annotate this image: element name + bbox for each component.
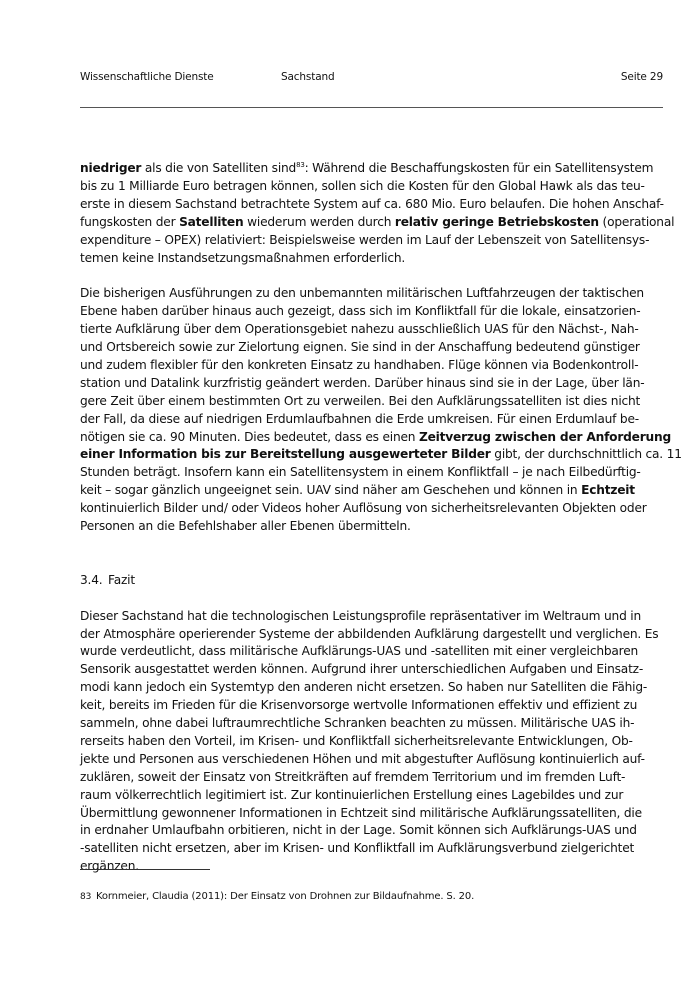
bold-phrase: Zeitverzug zwischen der Anforderung — [418, 429, 672, 444]
text-run: als die von Satelliten sind — [141, 161, 297, 175]
footnote-text: Kornmeier, Claudia (2011): Der Einsatz von Drohnen zur Bildaufnahme. S. 20. — [96, 891, 475, 902]
text-run: gibt, der durchschnittlich ca. 11 — [490, 447, 682, 462]
text-line — [80, 214, 675, 232]
text-line: gere Zeit über einem bestimmten Ort zu verweilen. Bei den Aufklärungssatelliten ist dies nicht — [80, 393, 641, 408]
text-line: Übermittlung gewonnener Informationen in Echtzeit sind militärische Aufklärungssatelliten, die — [80, 805, 642, 820]
text-line: expenditure – OPEX) relativiert: Beispielsweise werden im Lauf der Lebenszeit von Satellitensys- — [80, 232, 650, 247]
text-run: wiederum werden durch — [243, 214, 395, 229]
text-line: temen keine Instandsetzungsmaßnahmen erforderlich. — [80, 250, 406, 265]
text-line — [80, 160, 663, 178]
text-line: kontinuierlich Bilder und/ oder Videos hoher Auflösung von sicherheitsrelevanten Objekten oder — [80, 501, 647, 516]
text-line: erste in diesem Sachstand betrachtete System auf ca. 680 Mio. Euro belaufen. Die hohen Anschaf- — [80, 196, 664, 211]
text-line — [80, 482, 663, 500]
text-line: Ebene haben darüber hinaus auch gezeigt, dass sich im Konfliktfall für die lokale, einsatzorien- — [80, 304, 641, 319]
text-run: (operational — [598, 214, 675, 229]
text-line: station und Datalink kurzfristig geändert werden. Darüber hinaus sind sie in der Lage, über län- — [80, 375, 645, 390]
text-line: jekte und Personen aus verschiedenen Höhen und mit abgestufter Auflösung kontinuierlich auf- — [80, 751, 645, 766]
header-department: Wissenschaftliche Dienste — [80, 71, 214, 83]
section-title: Fazit — [108, 572, 135, 587]
text-line: wurde verdeutlicht, dass militärische Aufklärungs-UAS und -satelliten mit einer vergleichbaren — [80, 644, 639, 659]
text-line: rerseits haben den Vorteil, im Krisen- und Konfliktfall sicherheitsrelevante Entwicklungen, Ob- — [80, 733, 633, 748]
text-line: keit, bereits im Frieden für die Krisenvorsorge wertvolle Informationen effektiv und effizient zu — [80, 698, 638, 713]
text-line: raum völkerrechtlich legitimiert ist. Zur kontinuierlichen Erstellung eines Lagebildes und zur — [80, 787, 624, 802]
text-line: modi kann jedoch ein Systemtyp den anderen nicht ersetzen. So haben nur Satelliten die Fähig- — [80, 680, 648, 695]
header-doc-type: Sachstand — [281, 71, 335, 83]
section-heading — [80, 572, 663, 590]
text-line: -satelliten nicht ersetzen, aber im Krisen- und Konfliktfall im Aufklärungsverbund zielgerichtet — [80, 841, 635, 856]
text-line: sammeln, ohne dabei luftraumrechtliche Schranken beachten zu müssen. Militärische UAS ih- — [80, 716, 635, 731]
footnote-reference[interactable]: 83 — [296, 161, 305, 169]
text-line: in erdnaher Umlaufbahn orbitieren, nicht in der Lage. Somit können sich Aufklärungs-UAS und — [80, 823, 637, 838]
section-spacer — [80, 536, 663, 572]
text-line: bis zu 1 Milliarde Euro betragen können, sollen sich die Kosten für den Global Hawk als das teu- — [80, 178, 645, 193]
text-line: zuklären, soweit der Einsatz von Streitkräften auf fremdem Territorium und im fremden Luft- — [80, 769, 626, 784]
paragraph-spacer — [80, 267, 663, 285]
text-line — [80, 429, 672, 447]
paragraph-spacer — [80, 590, 663, 608]
text-line: Sensorik ausgestattet werden können. Aufgrund ihrer unterschiedlichen Aufgaben und Einsatz- — [80, 662, 644, 677]
text-line: Personen an die Befehlshaber aller Ebenen übermitteln. — [80, 519, 411, 534]
bold-phrase: niedriger — [80, 161, 142, 175]
paragraph-costs — [80, 160, 675, 267]
text-line: ergänzen. — [80, 859, 139, 874]
bold-phrase: relativ geringe Betriebskosten — [394, 214, 599, 229]
text-line — [80, 446, 682, 464]
document-body — [80, 160, 682, 876]
paragraph-tactical-uav — [80, 285, 682, 536]
text-line: der Atmosphäre operierender Systeme der abbildenden Aufklärung dargestellt und verglichen. Es — [80, 626, 659, 641]
footnote — [80, 891, 474, 902]
text-line: Stunden beträgt. Insofern kann ein Satellitensystem in einem Konfliktfall – je nach Eilbedürftig- — [80, 465, 641, 480]
text-run: fungskosten der — [80, 214, 180, 229]
text-run: : Während die Beschaffungskosten für ein Satellitensystem — [304, 161, 654, 175]
bold-phrase: einer Information bis zur Bereitstellung ausgewerteter Bilder — [80, 447, 491, 462]
footnote-divider — [80, 869, 210, 870]
header-page-number: Seite 29 — [620, 71, 663, 83]
section-number: 3.4. — [80, 572, 103, 587]
text-line: und zudem flexibler für den konkreten Einsatz zu handhaben. Flüge können via Bodenkontroll- — [80, 357, 639, 372]
text-line: und Ortsbereich sowie zur Zielortung eignen. Sie sind in der Anschaffung bedeutend günstiger — [80, 340, 640, 355]
page-header — [80, 71, 663, 87]
bold-phrase: Echtzeit — [581, 483, 635, 498]
text-run: keit – sogar gänzlich ungeeignet sein. UAV sind näher am Geschehen und können in — [80, 483, 582, 498]
text-line: Die bisherigen Ausführungen zu den unbemannten militärischen Luftfahrzeugen der taktischen — [80, 286, 644, 301]
text-line: Dieser Sachstand hat die technologischen Leistungsprofile repräsentativer im Weltraum und in — [80, 608, 641, 623]
header-divider — [80, 107, 663, 108]
text-line: tierte Aufklärung über dem Operationsgebiet nahezu ausschließlich UAS für den Nächst-, Nah- — [80, 322, 639, 337]
paragraph-conclusion — [80, 608, 663, 877]
text-line: der Fall, da diese auf niedrigen Erdumlaufbahnen die Erde umkreisen. Für einen Erdumlauf be- — [80, 411, 639, 426]
text-run: nötigen sie ca. 90 Minuten. Dies bedeutet, dass es einen — [80, 429, 419, 444]
bold-phrase: Satelliten — [179, 214, 244, 229]
footnote-number: 83 — [80, 892, 92, 902]
